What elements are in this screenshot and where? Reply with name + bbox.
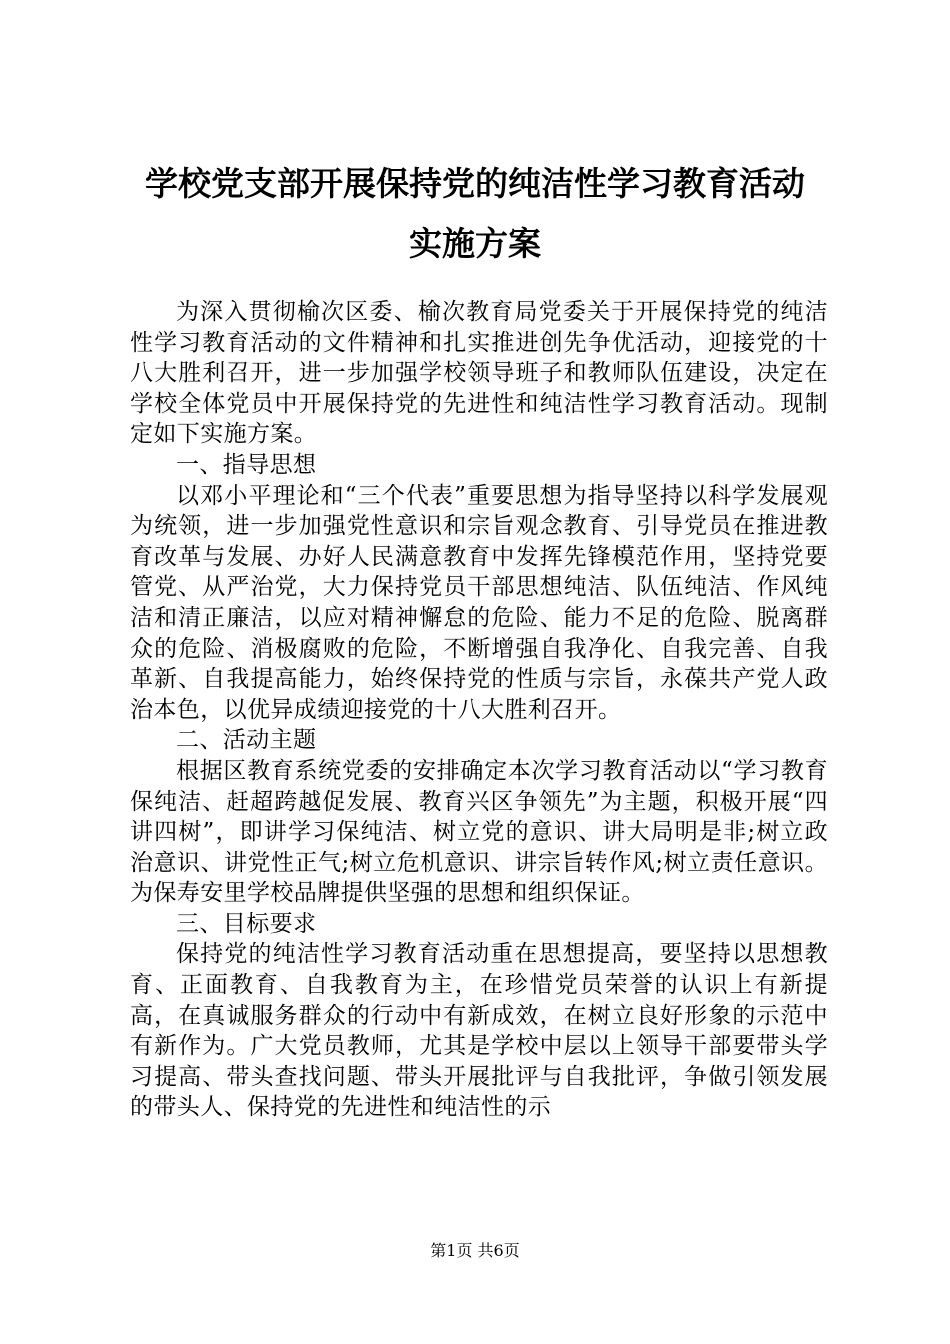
document-body [130,297,828,1123]
intro-paragraph: 为深入贯彻榆次区委、榆次教育局党委关于开展保持党的纯洁性学习教育活动的文件精神和扎实推进创先争优活动，迎接党的十八大胜利召开，进一步加强学校领导班子和教师队伍建设，决定在学校全体党员中开展保持党的先进性和纯洁性学习教育活动。现制定如下实施方案。 [130,299,828,448]
document-title-line-1: 学校党支部开展保持党的纯洁性学习教育活动 [145,164,805,203]
document-title-line-2: 实施方案 [409,224,541,263]
section-heading-goals: 三、目标要求 [176,910,317,937]
section-heading-guiding-ideology: 一、指导思想 [176,451,317,478]
page-indicator: 第1页 共6页 [430,1241,520,1260]
section-heading-activity-theme: 二、活动主题 [176,727,317,754]
activity-theme-paragraph: 根据区教育系统党委的安排确定本次学习教育活动以“学习教育保纯洁、赶超跨越促发展、教育兴区争领先”为主题，积极开展“四讲四树”，即讲学习保纯洁、树立党的意识、讲大局明是非;树立政治意识、讲党性正气;树立危机意识、讲宗旨转作风;树立责任意识。为保寿安里学校品牌提供坚强的思想和组织保证。 [130,757,828,907]
goals-paragraph: 保持党的纯洁性学习教育活动重在思想提高，要坚持以思想教育、正面教育、自我教育为主，在珍惜党员荣誉的认识上有新提高，在真诚服务群众的行动中有新成效，在树立良好形象的示范中有新作为。广大党员教师，尤其是学校中层以上领导干部要带头学习提高、带头查找问题、带头开展批评与自我批评，争做引领发展的带头人、保持党的先进性和纯洁性的示 [130,941,828,1121]
guiding-ideology-paragraph: 以邓小平理论和“三个代表”重要思想为指导坚持以科学发展观为统领，进一步加强党性意识和宗旨观念教育、引导党员在推进教育改革与发展、办好人民满意教育中发挥先锋模范作用，坚持党要管党、从严治党，大力保持党员干部思想纯洁、队伍纯洁、作风纯洁和清正廉洁，以应对精神懈怠的危险、能力不足的危险、脱离群众的危险、消极腐败的危险，不断增强自我净化、自我完善、自我革新、自我提高能力，始终保持党的性质与宗旨，永葆共产党人政治本色，以优异成绩迎接党的十八大胜利召开。 [130,482,828,723]
